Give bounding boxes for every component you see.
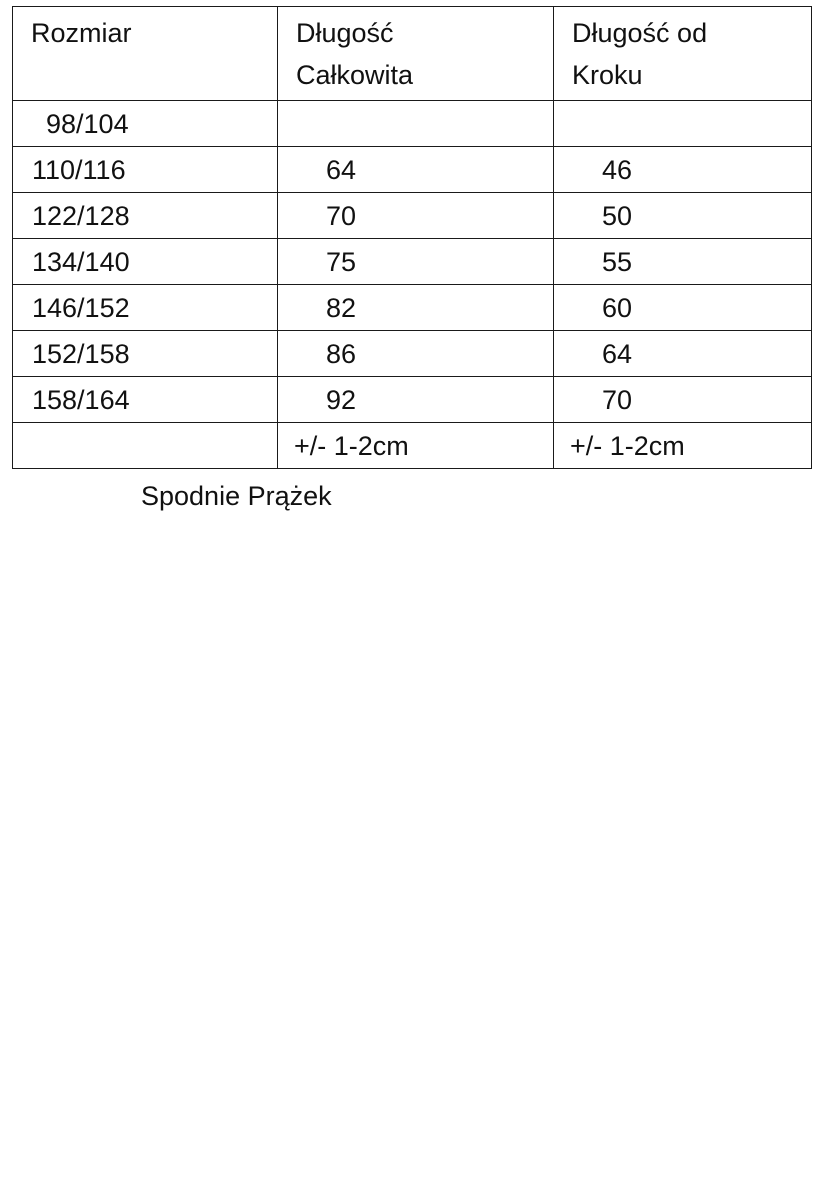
inseam-cell: 60 [554,285,812,331]
tolerance-inseam-cell: +/- 1-2cm [554,423,812,469]
table-row [13,285,812,331]
size-cell: 110/116 [13,147,278,193]
header-inseam-line2: Kroku [572,60,643,90]
header-inseam-line1: Długość od [572,18,708,48]
size-cell: 98/104 [13,101,278,147]
product-caption: Spodnie Prążek [141,481,332,511]
size-cell: 122/128 [13,193,278,239]
total-length-cell: 75 [278,239,554,285]
size-cell: 152/158 [13,331,278,377]
header-size [13,7,278,101]
header-inseam [554,7,812,101]
total-length-cell: 86 [278,331,554,377]
header-row [13,7,812,101]
header-size-label: Rozmiar [31,18,132,48]
total-length-cell: 92 [278,377,554,423]
tolerance-size-cell [13,423,278,469]
table-row [13,239,812,285]
inseam-cell: 46 [554,147,812,193]
size-cell: 158/164 [13,377,278,423]
header-total-length-line1: Długość [296,18,394,48]
total-length-cell [278,101,554,147]
size-chart-table [12,6,812,469]
inseam-cell: 50 [554,193,812,239]
inseam-cell [554,101,812,147]
size-cell: 134/140 [13,239,278,285]
tolerance-row [13,423,812,469]
header-total-length [278,7,554,101]
tolerance-total-cell: +/- 1-2cm [278,423,554,469]
table-row [13,147,812,193]
table-row [13,377,812,423]
header-total-length-line2: Całkowita [296,60,414,90]
size-cell: 146/152 [13,285,278,331]
total-length-cell: 82 [278,285,554,331]
inseam-cell: 64 [554,331,812,377]
inseam-cell: 70 [554,377,812,423]
table-row [13,101,812,147]
table-row [13,193,812,239]
table-row [13,331,812,377]
inseam-cell: 55 [554,239,812,285]
total-length-cell: 70 [278,193,554,239]
total-length-cell: 64 [278,147,554,193]
